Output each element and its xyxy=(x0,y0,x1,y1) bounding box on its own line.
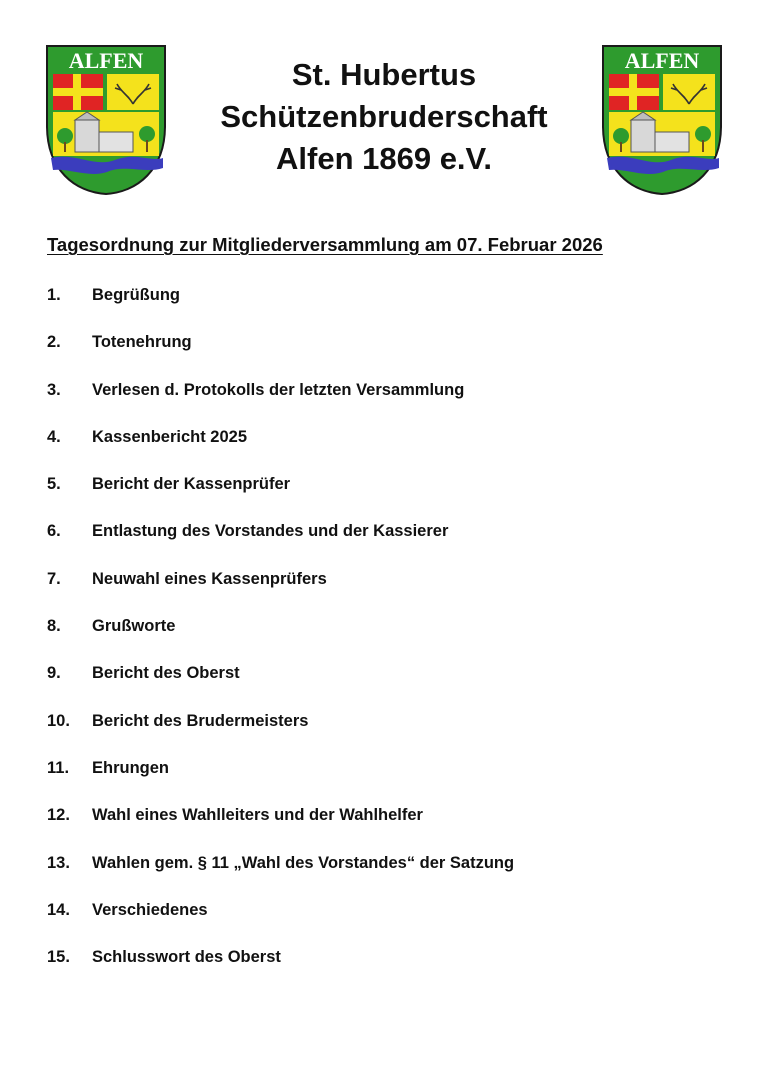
agenda-item-text: Entlastung des Vorstandes und der Kassierer xyxy=(92,522,449,541)
agenda-item-text: Neuwahl eines Kassenprüfers xyxy=(92,569,327,588)
agenda-item-number: 5. xyxy=(47,475,61,494)
agenda-item-text: Bericht des Oberst xyxy=(92,664,240,683)
agenda-item-text: Wahlen gem. § 11 „Wahl des Vorstandes“ der Satzung xyxy=(92,853,515,872)
agenda-item-text: Bericht der Kassenprüfer xyxy=(92,475,291,494)
agenda-item xyxy=(47,759,514,806)
agenda-item-number: 8. xyxy=(47,617,61,636)
agenda-item-text: Verschiedenes xyxy=(92,900,208,919)
svg-text:ALFEN: ALFEN xyxy=(624,48,700,73)
agenda-item-number: 13. xyxy=(47,853,70,872)
agenda-item-text: Schlusswort des Oberst xyxy=(92,948,281,967)
agenda-heading: Tagesordnung zur Mitgliederversammlung am 07. Februar 2026 xyxy=(47,234,603,255)
agenda-item xyxy=(47,570,514,617)
coat-of-arms-icon xyxy=(601,44,723,196)
agenda-item-text: Kassenbericht 2025 xyxy=(92,427,248,446)
title-line-1: St. Hubertus xyxy=(291,57,477,92)
agenda-item-number: 6. xyxy=(47,522,61,541)
agenda-item-text: Verlesen d. Protokolls der letzten Versammlung xyxy=(92,380,465,399)
agenda-item-number: 7. xyxy=(47,569,61,588)
agenda-item xyxy=(47,475,514,522)
agenda-item xyxy=(47,901,514,948)
agenda-item-number: 3. xyxy=(47,380,61,399)
agenda-item xyxy=(47,664,514,711)
agenda-item-number: 4. xyxy=(47,427,61,446)
agenda-item-text: Wahl eines Wahlleiters und der Wahlhelfer xyxy=(92,806,423,825)
agenda-item-number: 15. xyxy=(47,948,70,967)
crest-logo-right xyxy=(601,44,723,196)
title-line-2: Schützenbruderschaft xyxy=(220,99,548,134)
agenda-item-number: 11. xyxy=(47,758,70,777)
organization-title xyxy=(190,54,578,180)
agenda-item xyxy=(47,286,514,333)
agenda-item xyxy=(47,712,514,759)
crest-logo-left xyxy=(45,44,167,196)
agenda-item-text: Grußworte xyxy=(92,617,176,636)
agenda-item xyxy=(47,428,514,475)
title-line-3: Alfen 1869 e.V. xyxy=(276,141,492,176)
agenda-item-number: 14. xyxy=(47,900,70,919)
agenda-item-number: 1. xyxy=(47,286,61,304)
agenda-item xyxy=(47,948,514,995)
coat-of-arms-icon xyxy=(45,44,167,196)
agenda-item-text: Bericht des Brudermeisters xyxy=(92,711,309,730)
agenda-item-number: 2. xyxy=(47,333,61,352)
agenda-item-number: 10. xyxy=(47,711,70,730)
agenda-list xyxy=(47,286,514,995)
agenda-item-text: Totenehrung xyxy=(92,333,192,352)
agenda-item xyxy=(47,381,514,428)
agenda-item-number: 12. xyxy=(47,806,70,825)
svg-text:ALFEN: ALFEN xyxy=(68,48,144,73)
agenda-item-text: Begrüßung xyxy=(92,286,180,304)
agenda-item xyxy=(47,617,514,664)
agenda-item xyxy=(47,333,514,380)
agenda-item xyxy=(47,522,514,569)
agenda-item xyxy=(47,806,514,853)
agenda-item-number: 9. xyxy=(47,664,61,683)
agenda-item-text: Ehrungen xyxy=(92,758,169,777)
agenda-item xyxy=(47,854,514,901)
